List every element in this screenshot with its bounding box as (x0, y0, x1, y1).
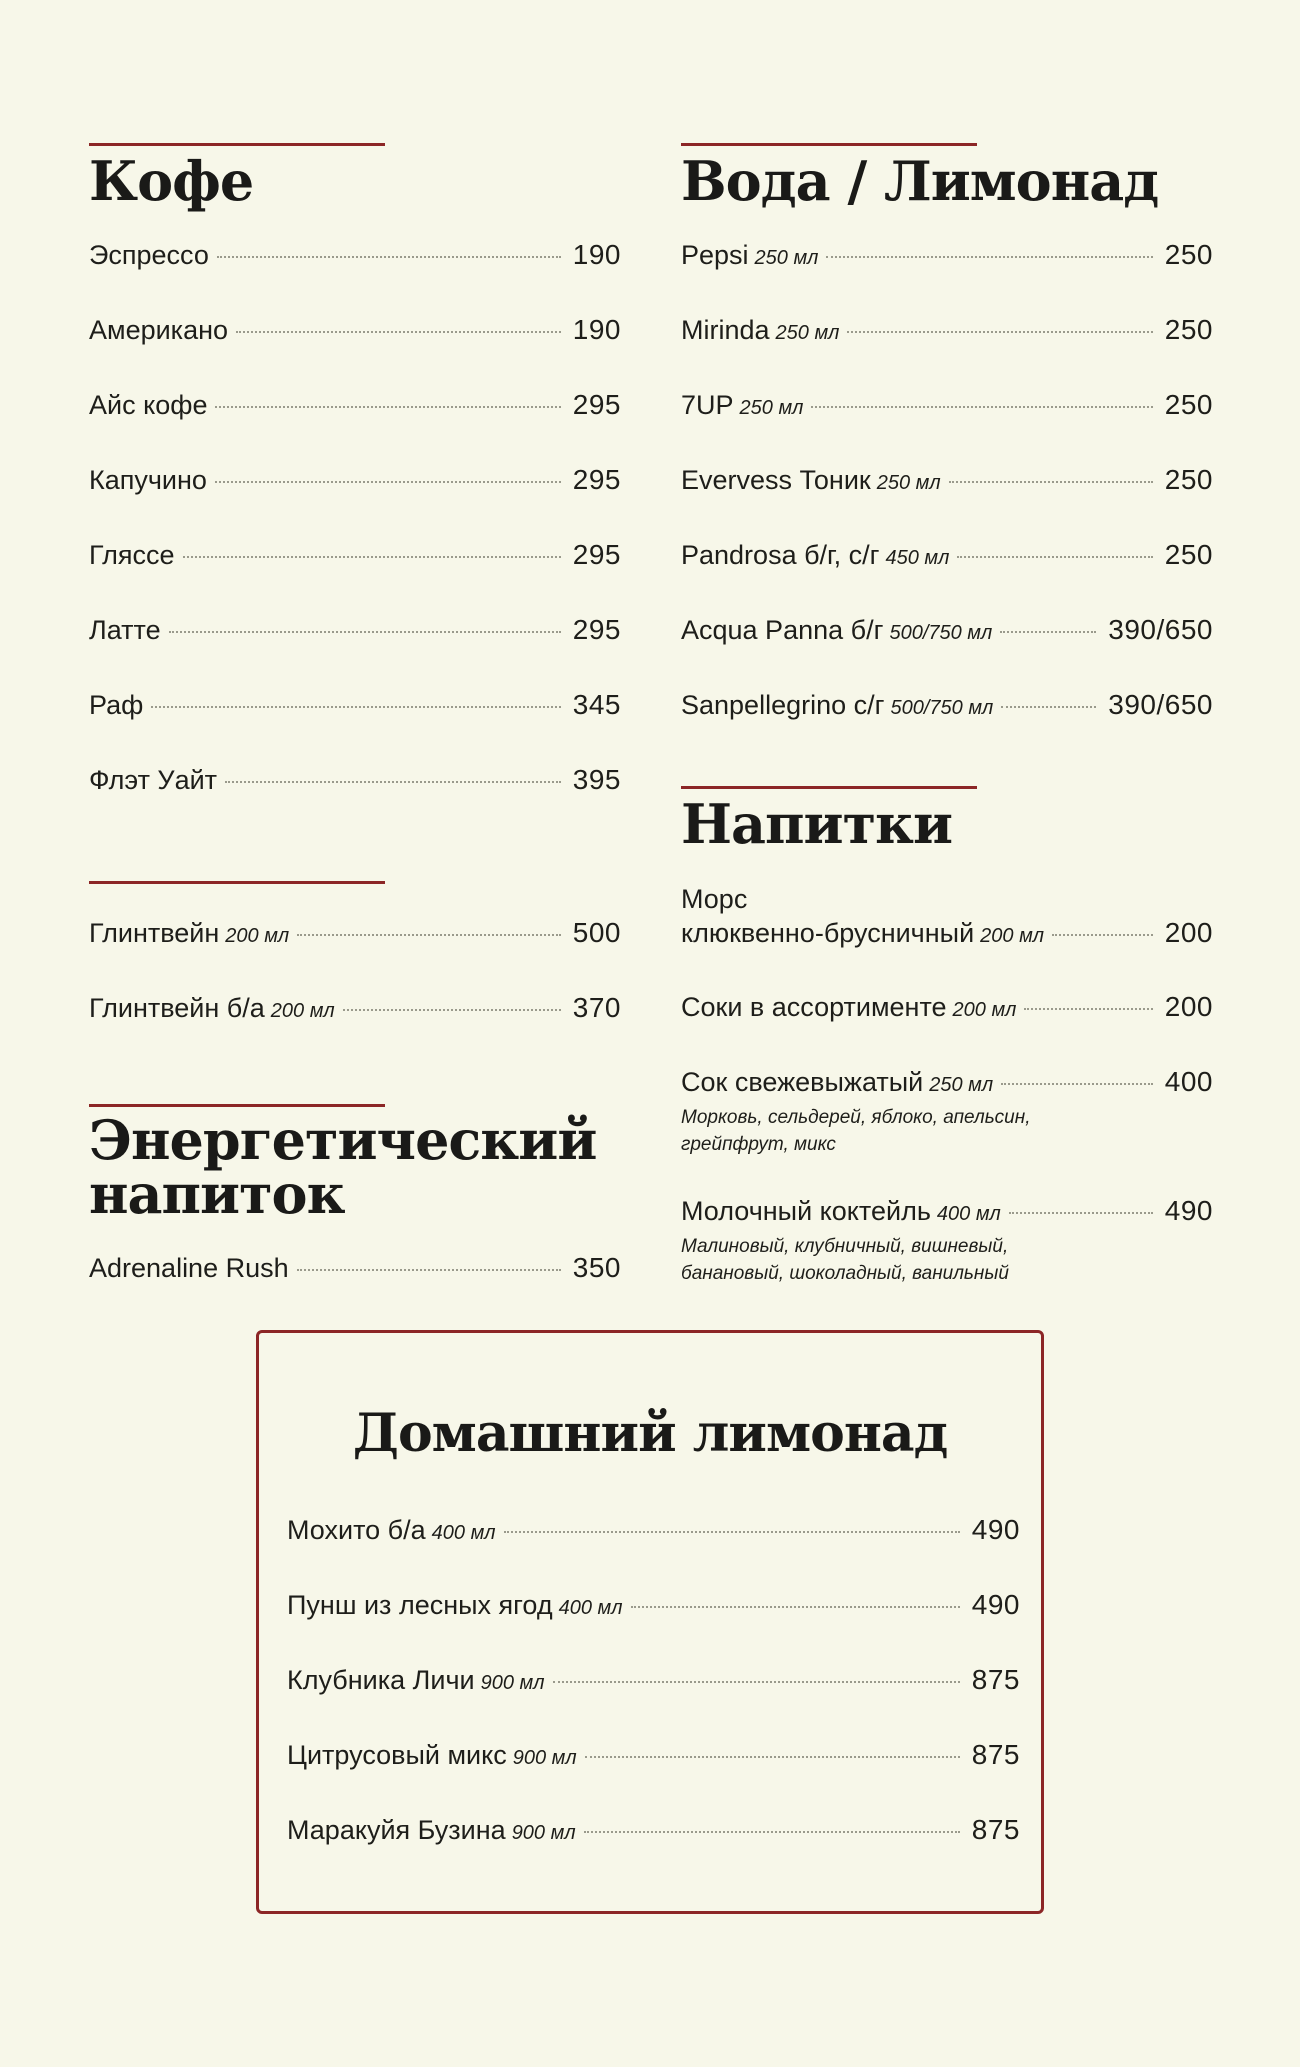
menu-item (681, 990, 1213, 1027)
energy-title-line1: Энергетический (89, 1108, 597, 1172)
mulled-divider (89, 881, 385, 884)
item-price: 395 (572, 764, 621, 795)
dot-leader (217, 256, 561, 258)
item-name: Mirinda (681, 315, 770, 345)
item-name: Маракуйя Бузина (287, 1815, 506, 1845)
menu-item (681, 238, 1213, 275)
menu-item (681, 388, 1213, 425)
menu-item (681, 613, 1213, 650)
item-name: Латте (89, 615, 161, 645)
item-price: 190 (572, 239, 621, 270)
item-name: Сок свежевыжатый (681, 1067, 924, 1097)
item-name: Pepsi (681, 240, 749, 270)
item-volume: 250 мл (775, 322, 840, 344)
dot-leader (183, 556, 561, 558)
menu-item (89, 688, 621, 722)
item-name: Соки в ассортименте (681, 992, 947, 1022)
coffee-section (89, 143, 621, 213)
menu-item (681, 463, 1213, 500)
item-volume: 200 мл (225, 925, 290, 947)
item-name: Глинтвейн б/а (89, 993, 265, 1023)
item-price: 400 (1164, 1066, 1213, 1097)
dot-leader (1052, 934, 1153, 936)
menu-item (681, 313, 1213, 350)
item-volume: 250 мл (754, 247, 819, 269)
item-volume: 400 мл (558, 1597, 623, 1619)
dot-leader (169, 631, 561, 633)
item-volume: 900 мл (480, 1672, 545, 1694)
item-price: 250 (1164, 389, 1213, 420)
item-volume: 200 мл (980, 925, 1045, 947)
item-price: 250 (1164, 314, 1213, 345)
item-volume: 450 мл (885, 547, 950, 569)
coffee-divider (89, 143, 385, 146)
dot-leader (585, 1756, 960, 1758)
item-name: Acqua Panna б/г (681, 615, 884, 645)
item-description: Морковь, сельдерей, яблоко, апельсин, грейпфрут, микс (681, 1107, 1031, 1155)
item-volume: 200 мл (270, 1000, 335, 1022)
menu-item (681, 1065, 1213, 1158)
water-divider (681, 143, 977, 146)
menu-item (89, 538, 621, 572)
item-price: 875 (971, 1739, 1020, 1770)
item-volume: 400 мл (936, 1203, 1001, 1225)
dot-leader (1001, 706, 1096, 708)
item-name: Pandrosa б/г, с/г (681, 540, 880, 570)
dot-leader (343, 1009, 561, 1011)
menu-item (287, 1813, 1020, 1850)
item-name: Мохито б/а (287, 1515, 426, 1545)
item-price: 295 (572, 464, 621, 495)
item-price: 200 (1164, 917, 1213, 948)
menu-item (89, 463, 621, 497)
item-name: Американо (89, 315, 229, 345)
menu-item (287, 1738, 1020, 1775)
item-price: 875 (971, 1664, 1020, 1695)
dot-leader (236, 331, 561, 333)
item-name: Цитрусовый микс (287, 1740, 507, 1770)
item-volume: 900 мл (512, 1747, 577, 1769)
item-volume: 500/750 мл (890, 697, 994, 719)
menu-item (89, 991, 621, 1028)
water-section (681, 143, 1213, 213)
item-price: 345 (572, 689, 621, 720)
dot-leader (584, 1831, 960, 1833)
dot-leader (1000, 631, 1096, 633)
item-name: Айс кофе (89, 390, 208, 420)
dot-leader (826, 256, 1152, 258)
lemonade-box (256, 1330, 1044, 1914)
item-name: Эспрессо (89, 240, 209, 270)
dot-leader (1009, 1212, 1153, 1214)
item-price: 390/650 (1108, 689, 1213, 720)
drinks-divider (681, 786, 977, 789)
menu-item (287, 1663, 1020, 1700)
dot-leader (215, 481, 561, 483)
menu-item (89, 613, 621, 647)
dot-leader (631, 1606, 960, 1608)
energy-title (89, 1108, 621, 1226)
item-name: Раф (89, 690, 144, 720)
item-volume: 900 мл (511, 1822, 576, 1844)
item-price: 250 (1164, 464, 1213, 495)
lemonade-title: Домашний лимонад (352, 1403, 948, 1464)
dot-leader (847, 331, 1152, 333)
dot-leader (225, 781, 561, 783)
dot-leader (957, 556, 1152, 558)
menu-item (89, 388, 621, 422)
menu-item (681, 882, 1213, 953)
item-price: 200 (1164, 991, 1213, 1022)
drinks-section (681, 786, 1213, 856)
item-name: Капучино (89, 465, 207, 495)
item-price: 250 (1164, 239, 1213, 270)
item-price: 295 (572, 614, 621, 645)
item-name: Sanpellegrino с/г (681, 690, 885, 720)
item-price: 490 (1164, 1195, 1213, 1226)
dot-leader (1001, 1083, 1153, 1085)
item-price: 250 (1164, 539, 1213, 570)
item-price: 500 (572, 917, 621, 948)
item-price: 295 (572, 389, 621, 420)
dot-leader (553, 1681, 960, 1683)
item-volume: 400 мл (431, 1522, 496, 1544)
dot-leader (151, 706, 560, 708)
item-price: 875 (971, 1814, 1020, 1845)
item-name: Adrenaline Rush (89, 1253, 289, 1283)
menu-item (681, 688, 1213, 725)
dot-leader (811, 406, 1152, 408)
item-volume: 500/750 мл (889, 622, 993, 644)
menu-item (89, 916, 621, 953)
item-volume: 250 мл (739, 397, 804, 419)
item-name: 7UP (681, 390, 734, 420)
dot-leader (504, 1531, 960, 1533)
item-name: клюквенно-брусничный (681, 918, 975, 948)
item-description: Малиновый, клубничный, вишневый, банановый, шоколадный, ванильный (681, 1236, 1009, 1284)
menu-item (681, 538, 1213, 575)
item-name: Гляссе (89, 540, 175, 570)
menu-item (89, 313, 621, 347)
item-name: Клубника Личи (287, 1665, 475, 1695)
item-price: 490 (971, 1589, 1020, 1620)
item-name: Пунш из лесных ягод (287, 1590, 553, 1620)
item-price: 350 (572, 1252, 621, 1283)
item-name: Evervess Тоник (681, 465, 871, 495)
item-name: Глинтвейн (89, 918, 220, 948)
item-price: 370 (572, 992, 621, 1023)
dot-leader (297, 1269, 561, 1271)
menu-item (89, 763, 621, 797)
menu-item (287, 1513, 1020, 1550)
item-volume: 250 мл (929, 1074, 994, 1096)
item-name: Молочный коктейль (681, 1196, 931, 1226)
item-volume: 200 мл (952, 999, 1017, 1021)
water-title: Вода / Лимонад (681, 149, 1159, 213)
item-name: Флэт Уайт (89, 765, 218, 795)
dot-leader (215, 406, 560, 408)
coffee-title: Кофе (89, 149, 254, 213)
drinks-title: Напитки (681, 792, 953, 856)
dot-leader (297, 934, 561, 936)
menu-item (89, 1251, 621, 1285)
item-price: 295 (572, 539, 621, 570)
menu-item (287, 1588, 1020, 1625)
menu-item (681, 1194, 1213, 1287)
energy-divider (89, 1104, 385, 1107)
dot-leader (1024, 1008, 1152, 1010)
dot-leader (949, 481, 1153, 483)
mulled-section (89, 881, 621, 884)
energy-section (89, 1104, 621, 1226)
item-name-line1: Морс (681, 884, 748, 914)
item-price: 490 (971, 1514, 1020, 1545)
menu-item (89, 238, 621, 272)
item-price: 190 (572, 314, 621, 345)
energy-title-line2: напиток (89, 1162, 345, 1226)
item-volume: 250 мл (876, 472, 941, 494)
item-price: 390/650 (1108, 614, 1213, 645)
